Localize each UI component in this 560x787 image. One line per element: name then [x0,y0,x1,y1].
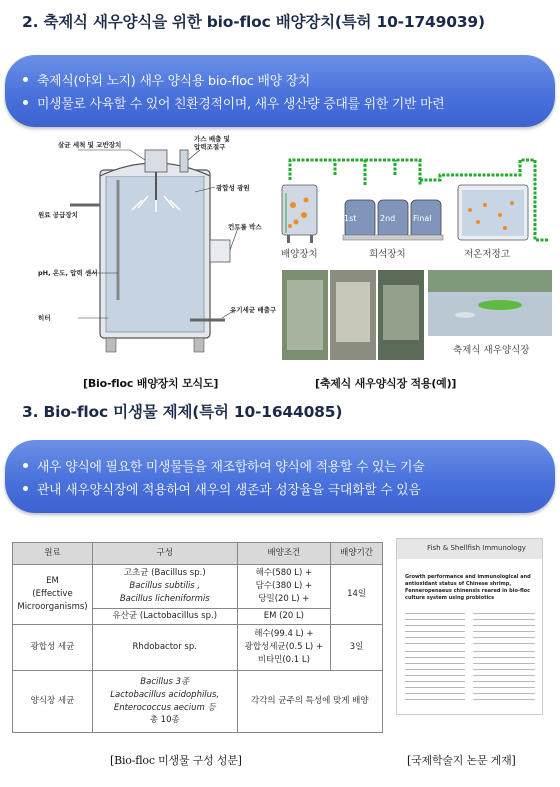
cell-condition: EM (20 L) [237,609,331,625]
section3-summary-banner [5,440,555,513]
cell-condition [237,565,331,609]
cell-composition [92,671,237,733]
section2-heading: 2. 축제식 새우양식을 위한 bio-floc 배양장치(특허 10-1749039) [22,13,485,31]
cond-line: 담수(380 L) + [255,581,313,592]
section3-heading: 3. Bio-floc 미생물 제제(특허 10-1644085) [22,403,343,421]
application-caption: [축제식 새우양식장 적용(예)] [315,377,457,390]
apparatus-caption: [Bio-floc 배양장치 모식도] [83,377,219,390]
table-caption: [Bio-floc 미생물 구성 성분] [110,754,242,767]
summary-bullet [23,477,555,500]
culture-tank [282,185,317,235]
label-pond: 축제식 새우양식장 [453,345,530,356]
cell-material: 광합성 세균 [13,625,93,671]
tank-label: Final [413,214,432,223]
col-header: 원료 [13,543,93,565]
comp-line: 고초균 (Bacillus sp.) [123,568,206,579]
comp-line: Bacillus licheniformis [119,593,210,604]
bullet-dot-icon [23,486,28,491]
comp-line: Bacillus subtilis , [129,581,201,592]
summary-bullet [23,454,555,477]
label-culture: 배양장치 [281,249,318,260]
cell-composition: 유산균 (Lactobacillus sp.) [92,609,237,625]
cond-line: 해수(580 L) + [255,568,313,579]
label-heater: 히터 [38,314,51,322]
bullet-text: 관내 새우양식장에 적용하여 새우의 생존과 성장율을 극대화할 수 있음 [37,483,421,498]
label-cleaning: 살균 세척 및 교반장치 [58,141,122,149]
journal-paper-thumbnail [396,538,543,715]
table-row [13,625,383,671]
pipe-line [290,160,365,185]
cond-line: 해수(99.4 L) + [254,629,314,640]
cell-condition [237,625,331,671]
composition-table [12,542,383,733]
label-sensor: pH, 온도, 압력 센서 [38,269,98,277]
cell-composition: Rhdobactor sp. [92,625,237,671]
cell-condition: 각각의 균주의 특성에 맞게 배양 [237,671,382,733]
paper-caption: [국제학술지 논문 게재] [407,754,516,767]
col-header: 배양기간 [331,543,383,565]
paper-title: Growth performance and immunological and antioxidant status of Chinese shrimp, Fenneropenaeus chinensis reared in bio-floc culture system using probiotics [405,574,531,601]
label-storage: 저온저정고 [464,249,510,260]
journal-title: Fish & Shellfish Immunology [427,544,526,552]
comp-line: 총 10종 [149,715,180,726]
comp-line: Enterococcus aecium 등 [113,702,216,713]
cell-material: EM (Effective Microorganisms) [13,565,93,625]
cond-line: 광합성세균(0.5 L) + [244,642,324,653]
label-raw-feed: 원료 공급장치 [38,211,78,219]
table-row [13,565,383,609]
bullet-text: 새우 양식에 필요한 미생물들을 재조합하여 양식에 적용할 수 있는 기술 [37,460,425,475]
cond-line: 비타민(0.1 L) [257,654,310,665]
pipe-line [365,160,420,185]
label-control-box: 컨트롤 박스 [228,223,262,231]
cell-composition [92,565,237,609]
cell-material: 양식장 세균 [13,671,93,733]
cell-period: 14일 [331,565,383,625]
label-outlet: 유기세균 배출구 [230,306,277,314]
cell-period: 3일 [331,625,383,671]
label-gas: 가스 배출 및 압력조절구 [194,135,230,151]
cond-line: 당밀(20 L) + [258,593,310,604]
bullet-text: 축제식(야외 노지) 새우 양식용 bio-floc 배양 장치 [37,74,311,89]
tank-label: 2nd [380,214,396,223]
tank-label: 1st [344,214,357,223]
bullet-text: 미생물로 사육할 수 있어 친환경적이며, 새우 생산량 증대를 위한 기반 마련 [37,97,445,112]
comp-line: Bacillus 3종 [140,677,190,687]
comp-line: Lactobacillus acidophilus, [110,689,220,700]
col-header: 구성 [92,543,237,565]
label-light: 광합성 광원 [216,184,250,192]
label-dilution: 희석장치 [369,249,406,260]
col-header: 배양조건 [237,543,331,565]
bullet-dot-icon [23,463,28,468]
table-row [13,671,383,733]
